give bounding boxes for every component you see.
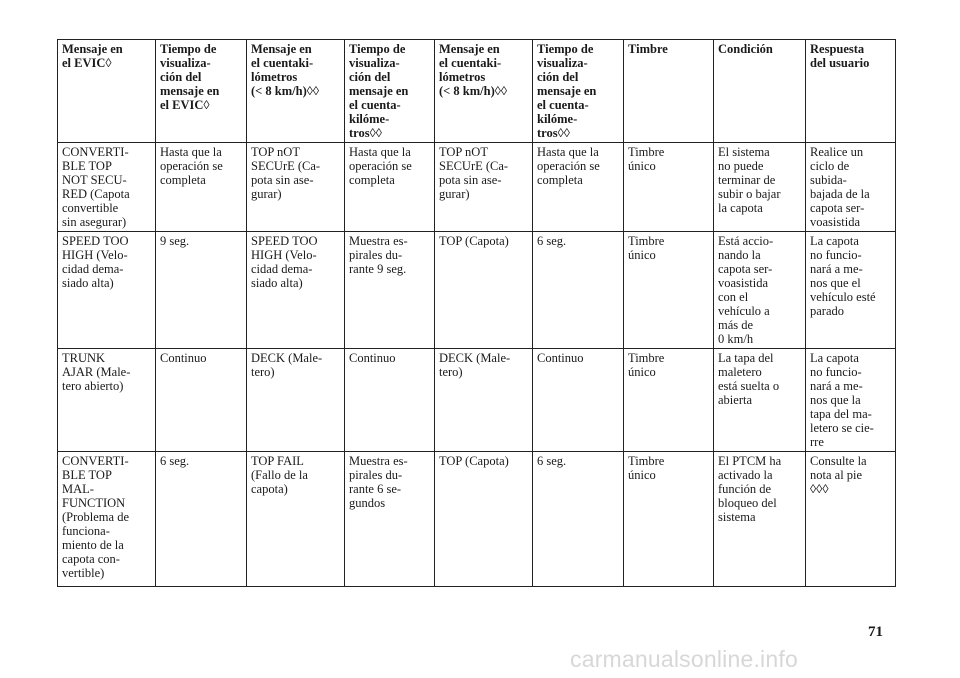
table-cell: 6 seg.: [533, 452, 624, 587]
table-cell: CONVERTI- BLE TOP MAL- FUNCTION (Problema de funciona- miento de la capota con- vertible): [58, 452, 156, 587]
table-cell: CONVERTI- BLE TOP NOT SECU- RED (Capota convertible sin asegurar): [58, 143, 156, 232]
table-cell: SPEED TOO HIGH (Velo- cidad dema- siado alta): [58, 232, 156, 349]
table-cell: Hasta que la operación se completa: [345, 143, 435, 232]
table-cell: 6 seg.: [533, 232, 624, 349]
table-cell: 9 seg.: [156, 232, 247, 349]
header-odometer-display-time: Tiempo de visualiza- ción del mensaje en el cuenta- kilóme- tros◊◊: [345, 40, 435, 143]
table-cell: Consulte la nota al pie ◊◊◊: [806, 452, 896, 587]
table-row: [58, 349, 896, 452]
table-cell: Timbre único: [624, 143, 714, 232]
page-number: 71: [868, 624, 883, 640]
table-cell: Muestra es- pirales du- rante 9 seg.: [345, 232, 435, 349]
table-row: [58, 232, 896, 349]
table-cell: Está accio- nando la capota ser- voasistida con el vehículo a más de 0 km/h: [714, 232, 806, 349]
table-cell: Continuo: [345, 349, 435, 452]
table-cell: TOP nOT SECUrE (Ca- pota sin ase- gurar): [247, 143, 345, 232]
table-cell: Timbre único: [624, 452, 714, 587]
header-chime: Timbre: [624, 40, 714, 143]
table-cell: TOP FAIL (Fallo de la capota): [247, 452, 345, 587]
table-cell: TOP (Capota): [435, 452, 533, 587]
header-odometer-message: Mensaje en el cuentaki- lómetros (< 8 km/h)◊◊: [247, 40, 345, 143]
table-cell: El sistema no puede terminar de subir o bajar la capota: [714, 143, 806, 232]
table-cell: TOP nOT SECUrE (Ca- pota sin ase- gurar): [435, 143, 533, 232]
table-row: [58, 452, 896, 587]
table-cell: DECK (Male- tero): [247, 349, 345, 452]
table-cell: Continuo: [533, 349, 624, 452]
table-cell: La capota no funcio- nará a me- nos que el vehículo esté parado: [806, 232, 896, 349]
table-header-row: [58, 40, 896, 143]
table-cell: Continuo: [156, 349, 247, 452]
message-table: [57, 39, 896, 587]
table-cell: Hasta que la operación se completa: [156, 143, 247, 232]
header-user-response: Respuesta del usuario: [806, 40, 896, 143]
table-cell: SPEED TOO HIGH (Velo- cidad dema- siado alta): [247, 232, 345, 349]
table-row: [58, 143, 896, 232]
table-cell: DECK (Male- tero): [435, 349, 533, 452]
table-cell: La capota no funcio- nará a me- nos que la tapa del ma- letero se cie- rre: [806, 349, 896, 452]
table-cell: Realice un ciclo de subida- bajada de la capota ser- voasistida: [806, 143, 896, 232]
watermark-text: carmanualsonline.info: [570, 646, 798, 672]
table-cell: TRUNK AJAR (Male- tero abierto): [58, 349, 156, 452]
table-cell: TOP (Capota): [435, 232, 533, 349]
table-cell: Hasta que la operación se completa: [533, 143, 624, 232]
table-cell: Muestra es- pirales du- rante 6 se- gundos: [345, 452, 435, 587]
header-evic-message: Mensaje en el EVIC◊: [58, 40, 156, 143]
table-cell: 6 seg.: [156, 452, 247, 587]
header-condition: Condición: [714, 40, 806, 143]
header-evic-display-time: Tiempo de visualiza- ción del mensaje en el EVIC◊: [156, 40, 247, 143]
table-cell: Timbre único: [624, 349, 714, 452]
table-cell: El PTCM ha activado la función de bloqueo del sistema: [714, 452, 806, 587]
table-cell: Timbre único: [624, 232, 714, 349]
header-odometer-display-time-2: Tiempo de visualiza- ción del mensaje en el cuenta- kilóme- tros◊◊: [533, 40, 624, 143]
header-odometer-message-2: Mensaje en el cuentaki- lómetros (< 8 km/h)◊◊: [435, 40, 533, 143]
table-cell: La tapa del maletero está suelta o abierta: [714, 349, 806, 452]
